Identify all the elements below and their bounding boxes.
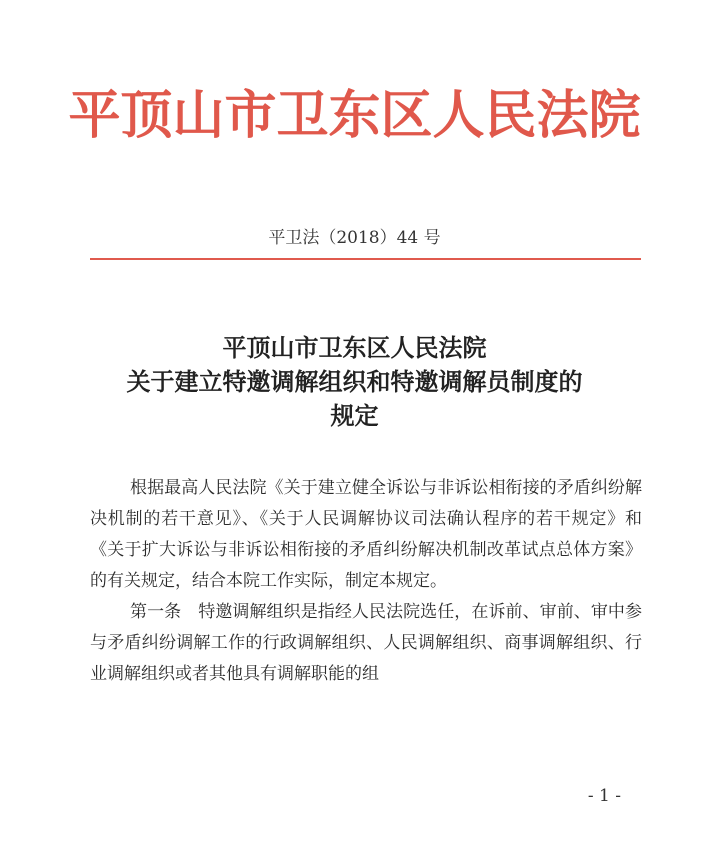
page-number: - 1 -: [587, 786, 621, 806]
title-line-1: 平顶山市卫东区人民法院: [222, 334, 487, 362]
body-paragraph-2: 第一条 特邀调解组织是指经人民法院选任，在诉前、审前、审中参与矛盾纠纷调解工作的行政调解组织、人民调解组织、商事调解组织、行业调解组织或者其他具有调解职能的组: [90, 602, 642, 684]
document-number: 平卫法（2018）44 号: [268, 228, 441, 248]
header-divider: [90, 258, 641, 260]
title-line-2: 关于建立特邀调解组织和特邀调解员制度的: [126, 368, 583, 396]
document-body: [90, 473, 642, 690]
document-title: [0, 331, 709, 433]
court-header: 平顶山市卫东区人民法院: [68, 86, 641, 146]
title-line-3: 规定: [330, 402, 379, 430]
body-paragraph-1: 根据最高人民法院《关于建立健全诉讼与非诉讼相衔接的矛盾纠纷解决机制的若干意见》、《关于人民调解协议司法确认程序的若干规定》和《关于扩大诉讼与非诉讼相衔接的矛盾纠纷解决机制改革试点总体方案》的有关规定，结合本院工作实际，制定本规定。: [90, 478, 642, 591]
